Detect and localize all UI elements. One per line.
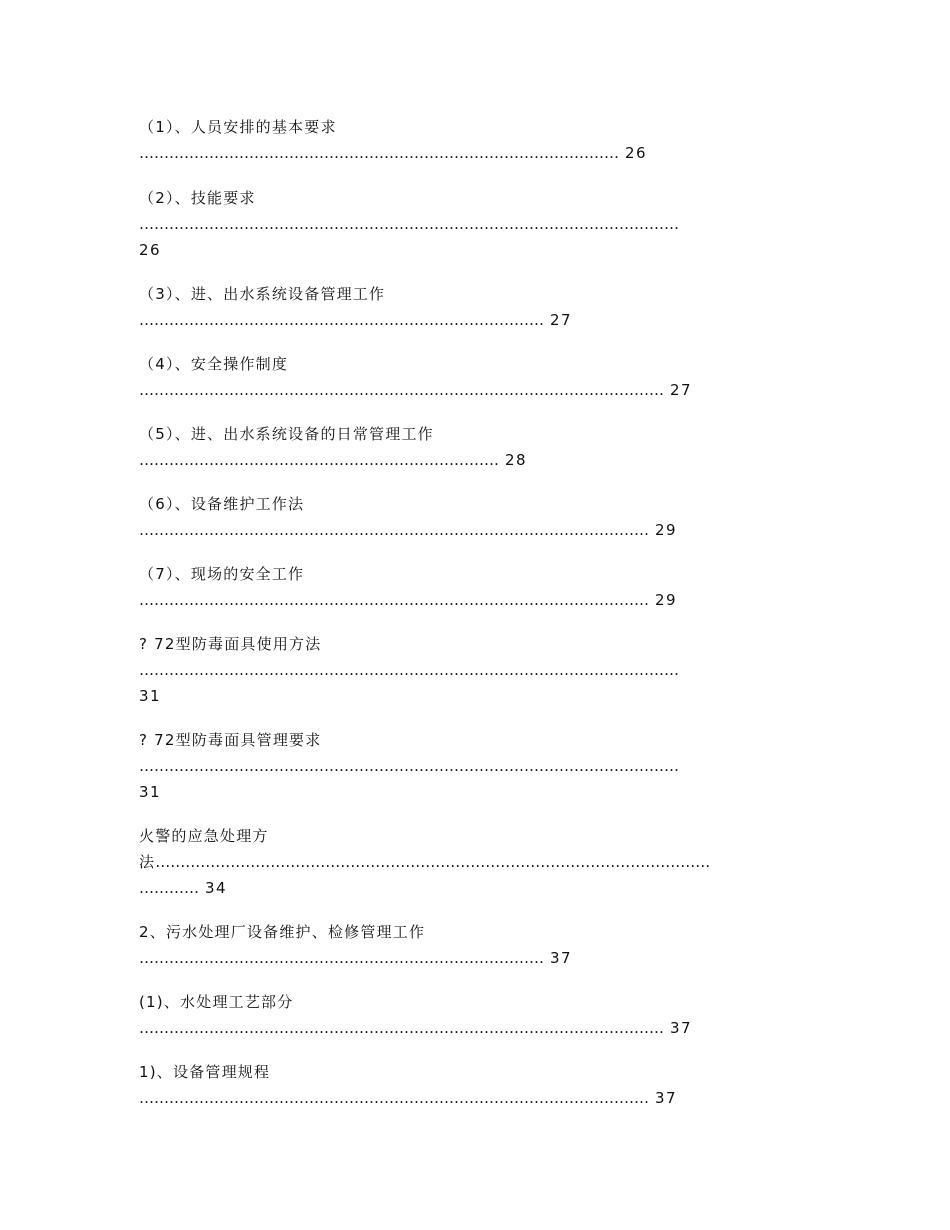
toc-leader-dots: …………………………………………………………………………………………… bbox=[139, 381, 664, 399]
toc-leader-dots: ………………………………………………………………………………………… bbox=[139, 521, 649, 539]
toc-entry-title: （1）、人员安排的基本要求 bbox=[139, 118, 337, 136]
toc-entry-title: 2、污水处理厂设备维护、检修管理工作 bbox=[139, 923, 426, 941]
toc-entry-title: （2）、技能要求 bbox=[139, 189, 256, 207]
toc-leader-dots: ……………………………………………………………………… bbox=[139, 311, 544, 329]
toc-page-number: 27 bbox=[669, 381, 693, 399]
toc-entry-title: （3）、进、出水系统设备管理工作 bbox=[139, 285, 386, 303]
toc-page-number: 37 bbox=[654, 1089, 678, 1107]
toc-leader-dots: ……………………………………………………………………… bbox=[139, 949, 544, 967]
toc-leader-dots: ………………………………………………………………………………………… bbox=[139, 591, 649, 609]
toc-entry[interactable] bbox=[139, 491, 819, 543]
toc-entry-title: （6）、设备维护工作法 bbox=[139, 495, 305, 513]
toc-leader-dots: ………… bbox=[139, 879, 199, 897]
toc-entry[interactable] bbox=[139, 281, 819, 333]
toc-leader-dots: ……………………………………………………………………………………………… bbox=[139, 757, 679, 775]
toc-leader-dots: …………………………………………………………………………………………… bbox=[139, 1019, 664, 1037]
toc-leader-line bbox=[139, 211, 819, 237]
toc-leader-line bbox=[139, 447, 819, 473]
toc-entry-title: （7）、现场的安全工作 bbox=[139, 565, 305, 583]
toc-page-number: 34 bbox=[204, 879, 228, 897]
toc-entry[interactable] bbox=[139, 989, 819, 1041]
toc-leader-dots: ……………………………………………………………………………………………… bbox=[139, 661, 679, 679]
toc-leader-line bbox=[139, 753, 819, 779]
toc-leader-line bbox=[139, 1085, 819, 1111]
toc-leader-line bbox=[139, 140, 819, 166]
toc-entry[interactable] bbox=[139, 114, 819, 166]
toc-entry[interactable] bbox=[139, 727, 819, 805]
toc-leader-dots: ……………………………………………………………………………………………… bbox=[139, 215, 679, 233]
toc-page-number: 31 bbox=[139, 687, 162, 705]
toc-page-number: 27 bbox=[549, 311, 573, 329]
toc-leader-dots: ……………………………………………………………… bbox=[139, 451, 499, 469]
toc-entry-title: ? 72型防毒面具管理要求 bbox=[139, 731, 322, 749]
toc-leader-dots: ………………………………………………………………………………………… bbox=[139, 1089, 649, 1107]
toc-leader-line bbox=[139, 377, 819, 403]
toc-entry-title: (1)、水处理工艺部分 bbox=[139, 993, 294, 1011]
toc-page-number: 31 bbox=[139, 783, 162, 801]
toc-entry-title: （4）、安全操作制度 bbox=[139, 355, 289, 373]
toc-entry-title: 1)、设备管理规程 bbox=[139, 1063, 271, 1081]
toc-entry-title: （5）、进、出水系统设备的日常管理工作 bbox=[139, 425, 434, 443]
toc-leader-line bbox=[139, 1015, 819, 1041]
toc-entry[interactable] bbox=[139, 421, 819, 473]
toc-page-number: 26 bbox=[624, 144, 648, 162]
toc-entry[interactable] bbox=[139, 561, 819, 613]
toc-leader-line bbox=[139, 849, 819, 875]
toc-leader-line bbox=[139, 945, 819, 971]
toc-leader-line bbox=[139, 657, 819, 683]
toc-entry[interactable] bbox=[139, 823, 819, 901]
toc-leader-dots: …………………………………………………………………………………… bbox=[139, 144, 619, 162]
toc-page-number: 37 bbox=[549, 949, 573, 967]
toc-leader-line bbox=[139, 875, 819, 901]
toc-page-number: 28 bbox=[504, 451, 528, 469]
toc-page-number: 26 bbox=[139, 241, 162, 259]
toc-entry[interactable] bbox=[139, 185, 819, 263]
toc-leader-line bbox=[139, 307, 819, 333]
toc-entry-title: 火警的应急处理方 bbox=[139, 827, 269, 845]
toc-page-number: 29 bbox=[654, 591, 678, 609]
toc-page-number: 37 bbox=[669, 1019, 693, 1037]
toc-leader-line bbox=[139, 517, 819, 543]
toc-leader-dots: ………………………………………………………………………………………………… bbox=[155, 853, 711, 871]
toc-entry[interactable] bbox=[139, 631, 819, 709]
toc-leader-line bbox=[139, 587, 819, 613]
toc-entry[interactable] bbox=[139, 1059, 819, 1111]
toc-page-number: 29 bbox=[654, 521, 678, 539]
toc-entry[interactable] bbox=[139, 919, 819, 971]
toc-entry[interactable] bbox=[139, 351, 819, 403]
toc-entry-title: ? 72型防毒面具使用方法 bbox=[139, 635, 322, 653]
toc-entry-title-continuation: 法 bbox=[139, 853, 156, 871]
